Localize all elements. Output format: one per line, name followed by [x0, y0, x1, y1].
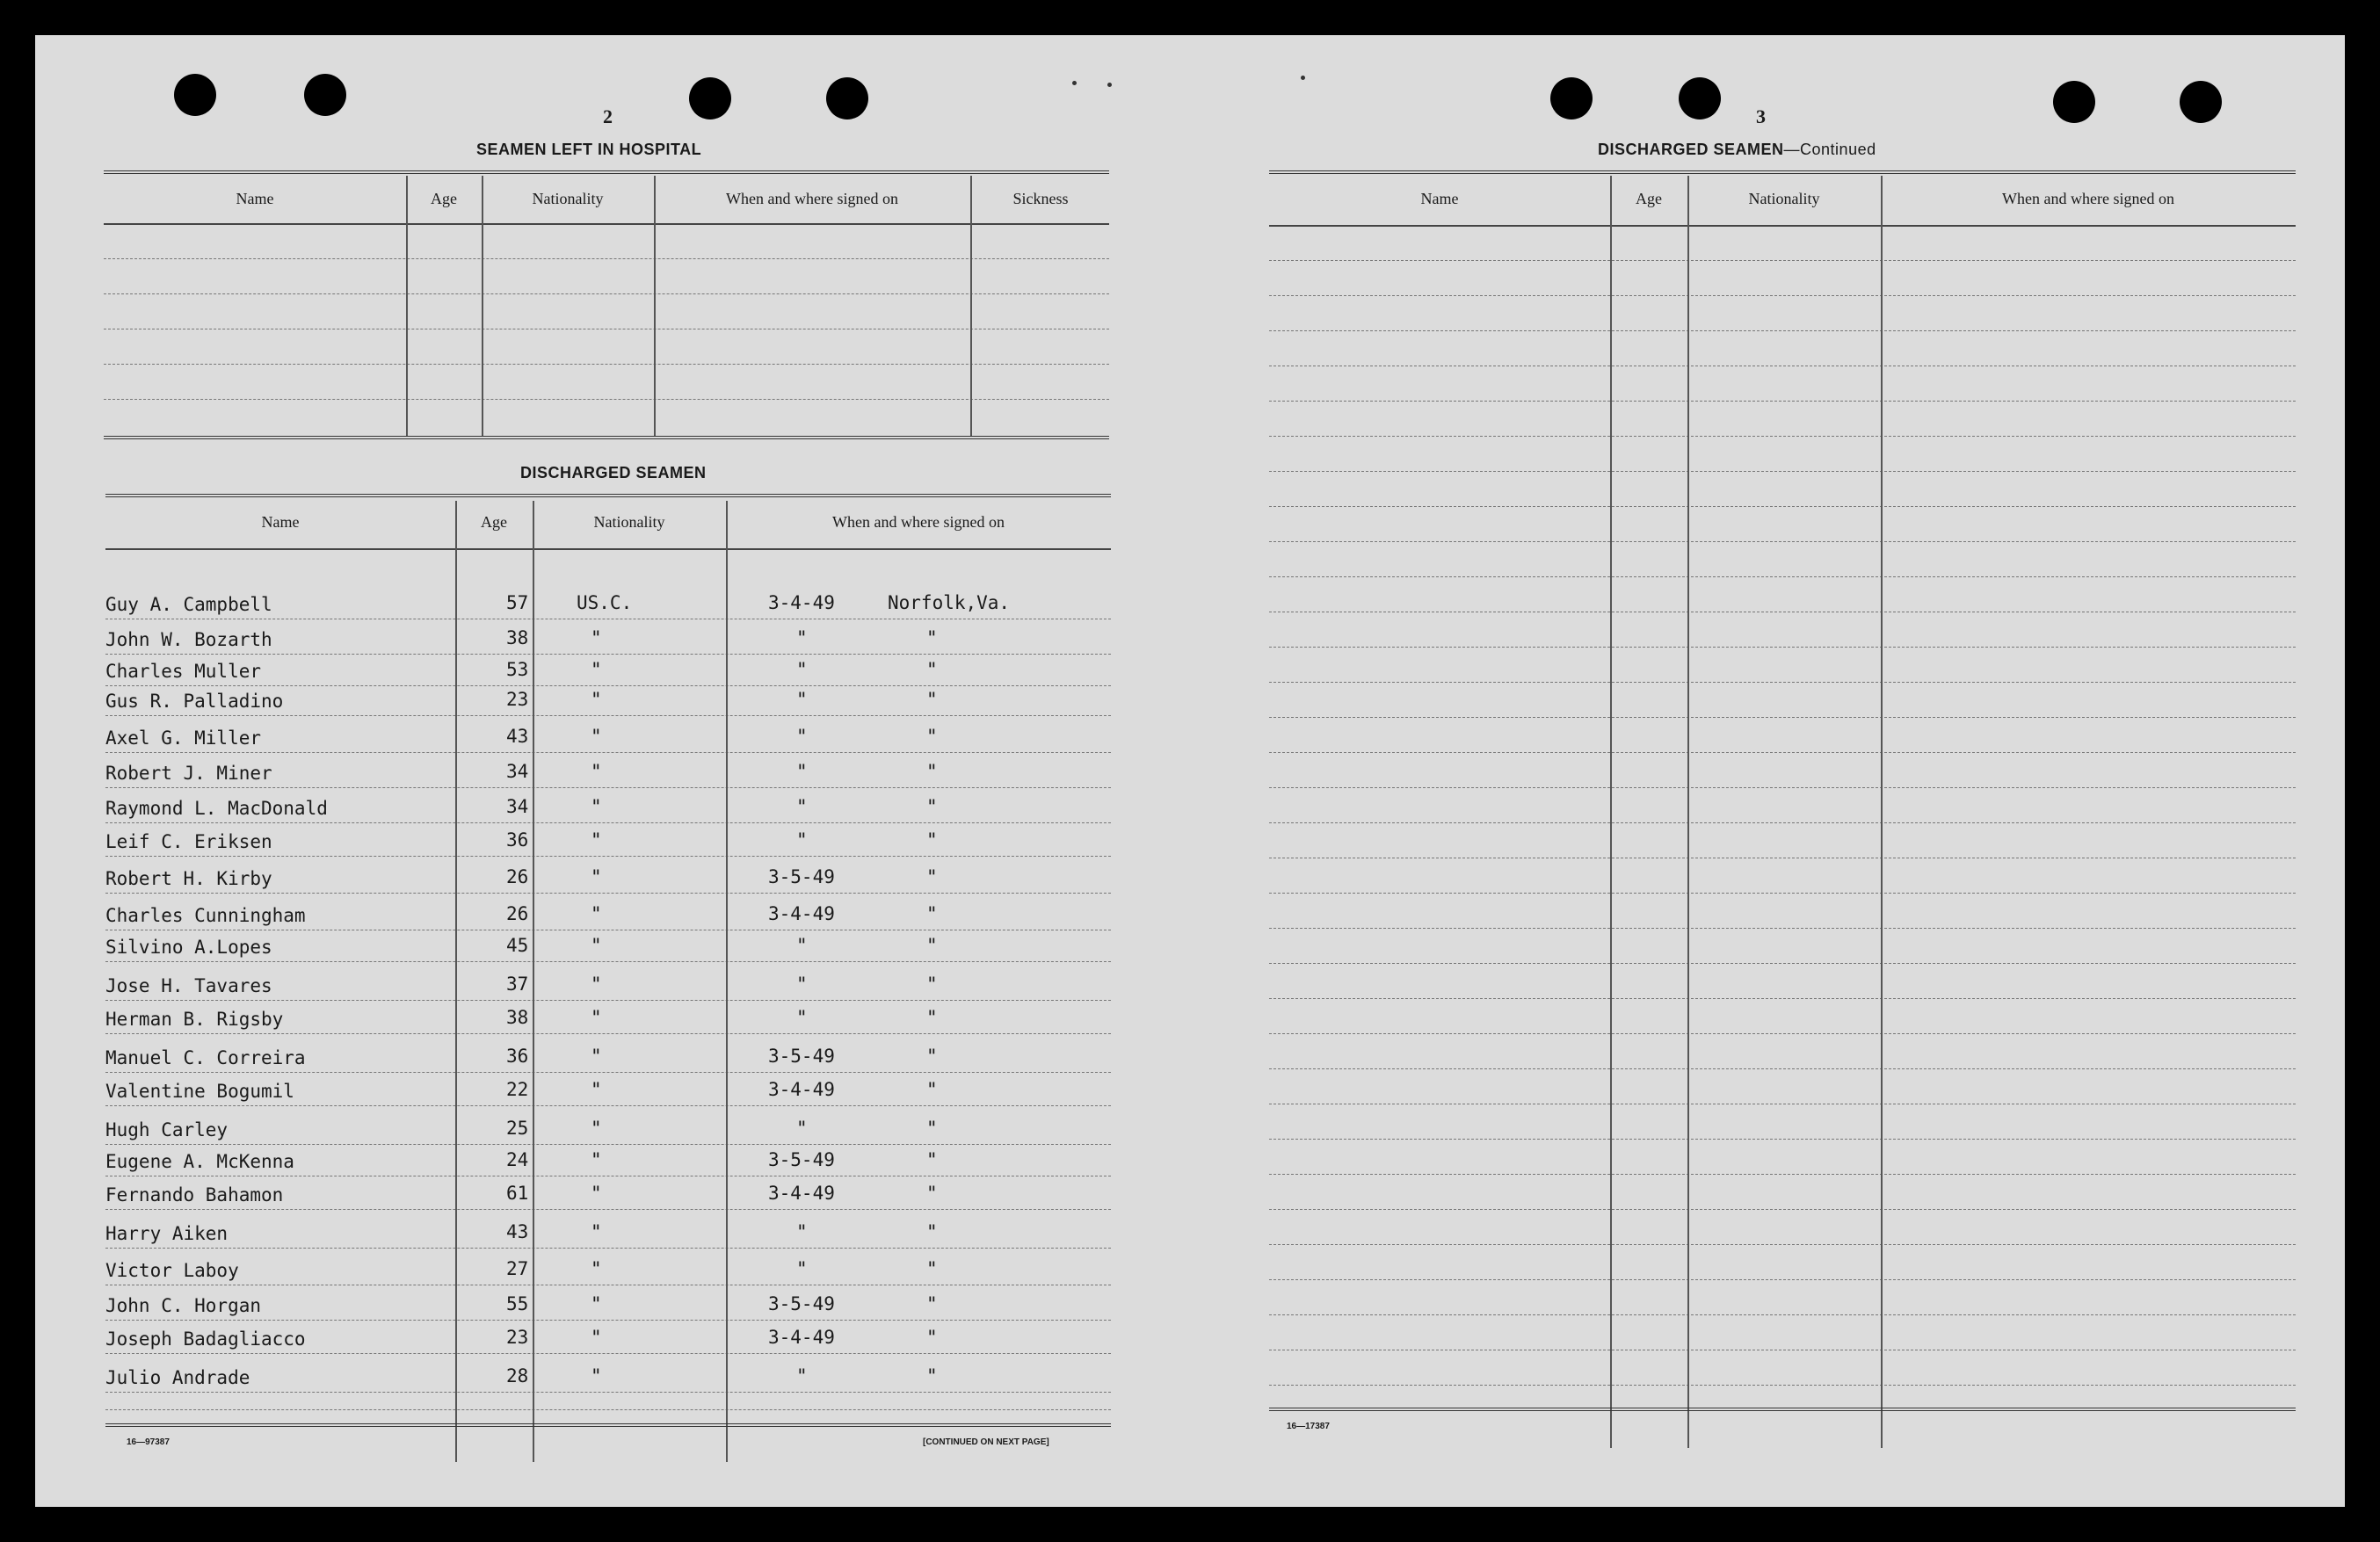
signed-on-date: ": [796, 689, 808, 710]
punch-hole: [1550, 77, 1593, 119]
signed-on-date: 3-5-49: [768, 1293, 835, 1314]
seaman-age: 24: [506, 1149, 529, 1170]
row-line: [105, 787, 1111, 788]
signed-on-place: ": [926, 1221, 938, 1242]
seaman-age: 22: [506, 1079, 529, 1100]
signed-on-date: ": [796, 1007, 808, 1028]
seaman-name: Charles Cunningham: [105, 905, 306, 926]
signed-on-date: ": [796, 761, 808, 782]
blank-row-line: [1269, 541, 2296, 542]
blank-row-line: [1269, 963, 2296, 964]
right-form-number: 16—17387: [1287, 1422, 1330, 1431]
signed-on-place: ": [926, 1258, 938, 1279]
row-line: [105, 1144, 1111, 1145]
signed-on-place: ": [926, 1293, 938, 1314]
seaman-age: 55: [506, 1293, 529, 1314]
seaman-name: Victor Laboy: [105, 1260, 239, 1281]
blank-row-line: [1269, 576, 2296, 577]
seaman-nationality: US.C.: [577, 592, 633, 613]
speck: [1072, 81, 1077, 85]
continued-note: [CONTINUED ON NEXT PAGE]: [923, 1437, 1049, 1447]
hospital-section-title: SEAMEN LEFT IN HOSPITAL: [476, 141, 702, 158]
seaman-age: 36: [506, 1046, 529, 1067]
speck: [1301, 76, 1305, 80]
seaman-name: Hugh Carley: [105, 1119, 229, 1140]
rule: [1269, 170, 2296, 174]
seaman-age: 37: [506, 974, 529, 995]
signed-on-place: ": [926, 761, 938, 782]
blank-row-line: [1269, 471, 2296, 472]
seaman-nationality: ": [591, 1046, 602, 1067]
signed-on-date: 3-5-49: [768, 1046, 835, 1067]
rule: [105, 548, 1111, 550]
document-sheet: [35, 35, 2345, 1507]
right-title-suffix: —Continued: [1783, 141, 1876, 158]
signed-on-date: ": [796, 1258, 808, 1279]
signed-on-date: ": [796, 829, 808, 851]
blank-row-line: [1269, 822, 2296, 823]
hospital-col-age: Age: [431, 190, 457, 207]
blank-row-line: [1269, 506, 2296, 507]
column-divider: [654, 176, 656, 436]
seaman-nationality: ": [591, 627, 602, 648]
discharged-col-age: Age: [481, 513, 507, 531]
signed-on-place: ": [926, 866, 938, 887]
row-line: [105, 1105, 1111, 1106]
signed-on-date: ": [796, 627, 808, 648]
seaman-name: Joseph Badagliacco: [105, 1328, 306, 1350]
blank-row-line: [1269, 1139, 2296, 1140]
signed-on-date: 3-4-49: [768, 1079, 835, 1100]
row-line: [105, 893, 1111, 894]
rule: [105, 1423, 1111, 1427]
seaman-age: 38: [506, 1007, 529, 1028]
rule: [1269, 225, 2296, 227]
punch-hole: [174, 74, 216, 116]
seaman-name: Gus R. Palladino: [105, 691, 284, 712]
seaman-nationality: ": [591, 796, 602, 817]
left-form-number: 16—97387: [127, 1437, 170, 1447]
punch-hole: [689, 77, 731, 119]
signed-on-date: 3-4-49: [768, 592, 835, 613]
seaman-name: Charles Muller: [105, 661, 262, 682]
right-col-name: Name: [1420, 190, 1459, 207]
signed-on-place: ": [926, 1007, 938, 1028]
blank-row-line: [1269, 1033, 2296, 1034]
right-col-nationality: Nationality: [1748, 190, 1820, 207]
signed-on-date: ": [796, 1365, 808, 1386]
row-line: [105, 822, 1111, 823]
punch-hole: [304, 74, 346, 116]
row-line: [105, 1209, 1111, 1210]
blank-row-line: [1269, 998, 2296, 999]
signed-on-place: ": [926, 829, 938, 851]
seaman-age: 34: [506, 761, 529, 782]
blank-row-line: [104, 399, 1109, 400]
seaman-age: 36: [506, 829, 529, 851]
seaman-name: Raymond L. MacDonald: [105, 798, 328, 819]
signed-on-place: ": [926, 1079, 938, 1100]
blank-row-line: [1269, 893, 2296, 894]
rule: [104, 170, 1109, 174]
blank-row-line: [1269, 330, 2296, 331]
seaman-age: 25: [506, 1118, 529, 1139]
punch-hole: [2053, 81, 2095, 123]
hospital-col-sickness: Sickness: [1012, 190, 1069, 207]
seaman-nationality: ": [591, 935, 602, 956]
seaman-nationality: ": [591, 1118, 602, 1139]
signed-on-date: 3-4-49: [768, 1327, 835, 1348]
punch-hole: [826, 77, 868, 119]
seaman-age: 38: [506, 627, 529, 648]
seaman-name: Leif C. Eriksen: [105, 831, 272, 852]
seaman-age: 61: [506, 1183, 529, 1204]
speck: [1107, 83, 1112, 87]
left-page-number: 2: [603, 105, 613, 127]
seaman-name: Guy A. Campbell: [105, 594, 272, 615]
signed-on-place: ": [926, 689, 938, 710]
column-divider: [1610, 176, 1612, 1448]
right-col-age: Age: [1636, 190, 1662, 207]
blank-row-line: [1269, 1385, 2296, 1386]
signed-on-place: ": [926, 1183, 938, 1204]
seaman-nationality: ": [591, 829, 602, 851]
rule: [104, 436, 1109, 439]
seaman-nationality: ": [591, 1221, 602, 1242]
seaman-name: Valentine Bogumil: [105, 1081, 294, 1102]
seaman-name: John W. Bozarth: [105, 629, 272, 650]
column-divider: [970, 176, 972, 436]
seaman-nationality: ": [591, 1007, 602, 1028]
seaman-nationality: ": [591, 866, 602, 887]
seaman-name: Robert H. Kirby: [105, 868, 272, 889]
blank-row-line: [1269, 1068, 2296, 1069]
blank-row-line: [1269, 1244, 2296, 1245]
column-divider: [533, 501, 534, 1462]
signed-on-place: ": [926, 1118, 938, 1139]
blank-row-line: [1269, 1314, 2296, 1315]
seaman-nationality: ": [591, 689, 602, 710]
seaman-age: 27: [506, 1258, 529, 1279]
seaman-age: 57: [506, 592, 529, 613]
punch-hole: [2180, 81, 2222, 123]
signed-on-place: ": [926, 659, 938, 680]
seaman-age: 26: [506, 866, 529, 887]
blank-row-line: [1269, 787, 2296, 788]
seaman-name: John C. Horgan: [105, 1295, 262, 1316]
signed-on-date: 3-5-49: [768, 1149, 835, 1170]
signed-on-date: 3-4-49: [768, 1183, 835, 1204]
seaman-nationality: ": [591, 1079, 602, 1100]
seaman-age: 23: [506, 1327, 529, 1348]
discharged-col-name: Name: [261, 513, 300, 531]
row-line: [105, 685, 1111, 686]
hospital-col-name: Name: [236, 190, 274, 207]
blank-row-line: [1269, 647, 2296, 648]
row-line: [105, 752, 1111, 753]
right-col-signed-on: When and where signed on: [2002, 190, 2174, 207]
seaman-nationality: ": [591, 974, 602, 995]
blank-row-line: [1269, 436, 2296, 437]
signed-on-place: ": [926, 1149, 938, 1170]
blank-row-line: [104, 258, 1109, 259]
column-divider: [406, 176, 408, 436]
seaman-nationality: ": [591, 1258, 602, 1279]
signed-on-date: ": [796, 935, 808, 956]
signed-on-date: ": [796, 796, 808, 817]
signed-on-date: ": [796, 1118, 808, 1139]
row-line: [105, 1072, 1111, 1073]
row-line: [105, 1320, 1111, 1321]
blank-row-line: [1269, 1279, 2296, 1280]
signed-on-place: ": [926, 1365, 938, 1386]
seaman-nationality: ": [591, 1149, 602, 1170]
column-divider: [726, 501, 728, 1462]
discharged-col-nationality: Nationality: [593, 513, 665, 531]
rule: [105, 494, 1111, 497]
hospital-col-signed-on: When and where signed on: [726, 190, 898, 207]
signed-on-place: ": [926, 627, 938, 648]
blank-row-line: [1269, 682, 2296, 683]
seaman-name: Robert J. Miner: [105, 763, 272, 784]
row-line: [105, 1000, 1111, 1001]
row-line: [105, 1353, 1111, 1354]
discharged-col-signed-on: When and where signed on: [832, 513, 1005, 531]
blank-row-line: [1269, 928, 2296, 929]
seaman-nationality: ": [591, 659, 602, 680]
seaman-age: 45: [506, 935, 529, 956]
right-page-number: 3: [1756, 105, 1766, 127]
signed-on-place: ": [926, 1046, 938, 1067]
column-divider: [482, 176, 483, 436]
blank-row-line: [104, 364, 1109, 365]
signed-on-date: 3-5-49: [768, 866, 835, 887]
row-line: [105, 961, 1111, 962]
column-divider: [455, 501, 457, 1462]
row-line: [105, 715, 1111, 716]
row-line: [105, 1248, 1111, 1249]
signed-on-place: ": [926, 935, 938, 956]
seaman-age: 26: [506, 903, 529, 924]
row-line: [105, 654, 1111, 655]
seaman-nationality: ": [591, 726, 602, 747]
signed-on-place: ": [926, 796, 938, 817]
right-title-main: DISCHARGED SEAMEN: [1598, 141, 1784, 158]
signed-on-date: ": [796, 659, 808, 680]
seaman-age: 43: [506, 726, 529, 747]
seaman-name: Eugene A. McKenna: [105, 1151, 294, 1172]
signed-on-date: ": [796, 1221, 808, 1242]
seaman-nationality: ": [591, 1183, 602, 1204]
seaman-age: 53: [506, 659, 529, 680]
seaman-name: Silvino A.Lopes: [105, 937, 272, 958]
blank-row-line: [1269, 717, 2296, 718]
column-divider: [1687, 176, 1689, 1448]
blank-row-line: [1269, 752, 2296, 753]
seaman-nationality: ": [591, 903, 602, 924]
signed-on-date: ": [796, 974, 808, 995]
seaman-name: Julio Andrade: [105, 1367, 250, 1388]
signed-on-place: ": [926, 903, 938, 924]
right-section-title: [1598, 141, 1876, 159]
row-line: [105, 856, 1111, 857]
blank-row-line: [1269, 401, 2296, 402]
column-divider: [1881, 176, 1883, 1448]
signed-on-place: ": [926, 1327, 938, 1348]
seaman-name: Herman B. Rigsby: [105, 1009, 284, 1030]
hospital-col-nationality: Nationality: [532, 190, 604, 207]
rule: [104, 223, 1109, 225]
seaman-age: 34: [506, 796, 529, 817]
seaman-nationality: ": [591, 761, 602, 782]
seaman-name: Jose H. Tavares: [105, 975, 272, 996]
signed-on-place: ": [926, 726, 938, 747]
rule: [1269, 1408, 2296, 1411]
blank-row-line: [104, 293, 1109, 294]
discharged-section-title: DISCHARGED SEAMEN: [520, 464, 707, 481]
seaman-age: 43: [506, 1221, 529, 1242]
blank-row-line: [105, 1409, 1111, 1410]
signed-on-place: ": [926, 974, 938, 995]
row-line: [105, 1033, 1111, 1034]
punch-hole: [1679, 77, 1721, 119]
seaman-age: 28: [506, 1365, 529, 1386]
seaman-name: Manuel C. Correira: [105, 1047, 306, 1068]
seaman-nationality: ": [591, 1327, 602, 1348]
signed-on-date: ": [796, 726, 808, 747]
seaman-age: 23: [506, 689, 529, 710]
seaman-nationality: ": [591, 1293, 602, 1314]
blank-row-line: [1269, 1209, 2296, 1210]
row-line: [105, 1392, 1111, 1393]
signed-on-place: Norfolk,Va.: [888, 592, 1011, 613]
blank-row-line: [1269, 260, 2296, 261]
blank-row-line: [1269, 295, 2296, 296]
signed-on-date: 3-4-49: [768, 903, 835, 924]
seaman-name: Fernando Bahamon: [105, 1184, 284, 1205]
blank-row-line: [1269, 1174, 2296, 1175]
seaman-name: Axel G. Miller: [105, 728, 262, 749]
seaman-name: Harry Aiken: [105, 1223, 229, 1244]
seaman-nationality: ": [591, 1365, 602, 1386]
